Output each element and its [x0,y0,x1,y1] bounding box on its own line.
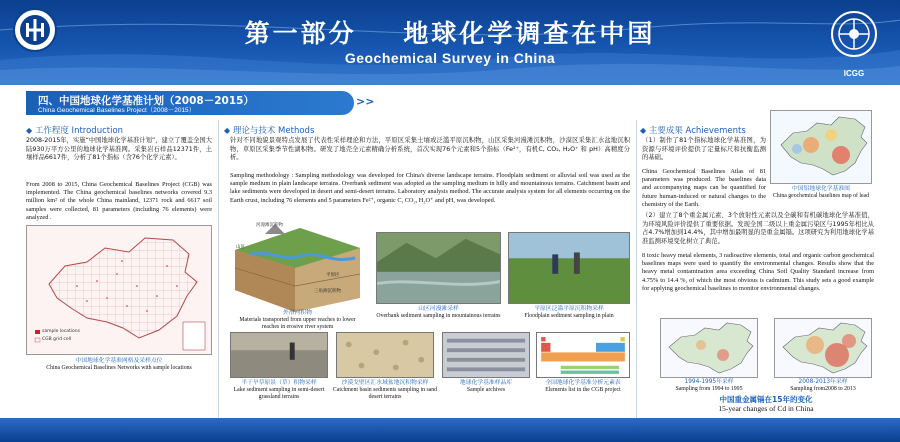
section-title-cn: 四、中国地球化学基准计划（2008－2015） [38,95,254,107]
photo-plain-sampling [508,232,630,304]
photo-mountain-sampling [376,232,501,304]
map-caption [26,358,212,372]
photo-caption [332,380,438,401]
cd-map-2013-caption-cn: 2008-2013年采样 [798,379,848,385]
diamond-bullet-icon: ◆ [224,126,231,135]
cd-map-1995-caption-cn: 1994-1995年采样 [684,379,734,385]
photo-caption-en: Catchment basin sediments sampling in sand desert terrains [332,387,438,400]
photo-caption-cn: 地球化学基准样品库 [459,380,513,386]
photo-caption-cn: 全国地球化学基准分析元素表 [545,380,621,386]
photo-caption [532,380,634,394]
map-caption-en: China Geochemical Baselines Networks with sample locations [46,365,192,371]
lead-map-caption-en: China geochemical baselines map of lead [772,193,870,199]
photo-caption-en: Lake sediment sampling in semi-desert grassland terrains [233,387,325,400]
icgg-logo [824,6,884,78]
methods-heading [224,124,314,136]
progress-heading-text: 工作程度 Introduction [34,126,124,136]
column-divider [218,120,219,418]
photo-caption [226,380,332,401]
progress-text-cn: 2008-2015年，实施“中国地球化学基准计划”，建立了覆盖全国大陆930万平方公里的地球化学基准网。采集岩石样品12371件，土壤样品6617件，分析了81个指标（含76个化学元素）。 [26,137,212,162]
diagram-caption [230,310,365,331]
achievements-text2-en: 8 toxic heavy metal elements, 3 radioactive elements, total and organic carbon geochemical baselines maps were used to quantify the environmental changes. Results show that the heavy metal contamination area exceeding China Soil Quality Standard increase from 4.75% to 14.4 %, of which the most obvious is cadmium. This study sets a good example for applying geochemical baselines to monitor environmental changes. [642,252,874,292]
achievements-text2-cn: （2）建立了8个重金属元素、3个放射性元素以及全碳和有机碳地球化学基准值，为环境风险评价提供了重要依据。发现全国二级以上重金属污染区与1995年相比从占4.7%增加到14.4%，其中增加最明显的是重金属镉。这项研究为利用地球化学基准监测环境变化树立了典范。 [642,212,874,246]
photo-caption [438,380,534,394]
achievements-heading-text: 主要成果 Achievements [648,126,746,136]
methods-heading-text: 理论与技术 Methods [232,126,315,136]
photo-caption-cn: 半干旱草原景（草）积物采样 [241,380,317,386]
photo-caption-cn: 山区河漫滩采样 [418,306,459,312]
diagram-caption-en: Materials transported from upper reaches to lower reaches in erosive river system [239,317,356,330]
photo-desert-sampling [336,332,434,378]
cd-map-1995 [660,318,758,378]
china-baseline-grid-map [26,225,212,355]
lead-map-caption [770,186,872,200]
column-divider [636,120,637,418]
diagram-label-floodplain: 河漫滩沉积物 [256,223,283,228]
icgg-logo-label: ICGG [843,69,865,78]
photo-caption-cn: 平原区泛滥平原沉积物采样 [534,306,604,312]
achievements-heading [640,124,746,136]
photo-caption-en: Floodplain sediment sampling in plain [524,313,614,319]
diamond-bullet-icon: ◆ [640,126,647,135]
cd-change-caption [660,396,872,413]
map-caption-cn: 中国地球化学基准网格及采样点位 [75,358,163,364]
photo-sample-archive [442,332,530,378]
cd-map-2013-caption [774,379,872,393]
photo-caption-en: Elements list in the CGB project [545,387,621,393]
achievements-text1-cn: （1）制作了81个指标地球化学基准图，为资源与环境评价提供了定量标尺和抗衡监测的基础。 [642,137,766,162]
river-system-diagram [230,220,365,312]
photo-caption-en: Overbank sediment sampling in mountainous terrains [376,313,501,319]
chevron-right-icon: >> [356,95,375,108]
legend-grid-cell: CGB grid cell [42,337,72,342]
photo-lake-sampling [230,332,328,378]
photo-caption-cn: 沙漠戈壁区汇水域盆地沉积物采样 [341,380,429,386]
progress-heading [26,124,123,136]
legend-sample-locations: sample locations [42,329,80,334]
progress-text-en: From 2008 to 2015, China Geochemical Baselines Project (CGB) was implemented. The China geochemical baselines networks covered 9.3 million km² of the whole China mainland, 12371 rock and 6617 soil samples were collected, 81 parameters (including 76 elements) were analyzed . [26,181,212,221]
lead-map-caption-cn: 中国铝地球化学基准图 [792,186,850,192]
page-subtitle: Geochemical Survey in China [344,50,556,66]
photo-caption [508,306,630,320]
diagram-label-plain: 平原区 [326,273,340,278]
section-banner [26,91,354,115]
section-title-en: China Geochemical Baselines Project（2008－2015） [38,107,196,114]
methods-text-en: Sampling methodology : Sampling methodology was developed for China's diverse landscape terrains. Floodplain sediment or alluvial soil was used as the sample medium in plain landscape terrains. Overbank sediment was adopted as the sampling medium in hilly and mountainous terrains. Catchment basin and lake sediments were developed in desert and semi-desert terrains. Laboratory analysis method. The accurate analysis system for all elements occurring on the Earth crust, including 76 elements and 5 parameters Fe²⁺, organic C, CO₂, H₂O⁺ and pH, was developed. [230,172,630,204]
cd-map-2013-caption-en: Sampling from2008 to 2013 [790,386,856,392]
photo-caption-en: Sample archives [466,387,506,393]
lead-baseline-map [770,110,872,184]
diagram-label-delta: 三角洲沉积物 [314,289,341,294]
cd-change-caption-en: 15-year changes of Cd in China [718,403,814,413]
cd-map-1995-caption [660,379,758,393]
cd-map-2013 [774,318,872,378]
diagram-label-mountain: 山区 [236,245,245,250]
poster-header [0,0,900,85]
photo-caption [376,306,501,320]
footer-band [0,418,900,442]
diagram-caption-cn: 外滑河积物 [283,310,312,316]
cd-change-caption-cn: 中国重金属镉在15年的变化 [719,395,813,404]
achievements-text1-en: China Geochemical Baselines Atlas of 81 parameters was produced. The baselines data and accompanying maps can be quantified for future human-induced or natural changes to the chemistry of the Earth. [642,168,766,208]
diamond-bullet-icon: ◆ [26,126,33,135]
periodic-table-image [536,332,630,378]
page-title: 第一部分 地球化学调查在中国 [244,19,656,48]
cd-map-1995-caption-en: Sampling from 1994 to 1995 [675,386,743,392]
methods-text-cn: 针对不同地貌景观特点发展了代表性采样理论和方法，平原区采集土壤或泛滥平原沉积物，山区采集河漫滩沉积物，沙漠区采集汇水盆地沉积物，草原区采集季节性湖积物。研发了地壳全元素精确分析系统，首次实现76个元素和5个指标（Fe²⁺，有机C, CO₂, H₂O⁺ 和 pH）高精度分析。 [230,137,630,162]
